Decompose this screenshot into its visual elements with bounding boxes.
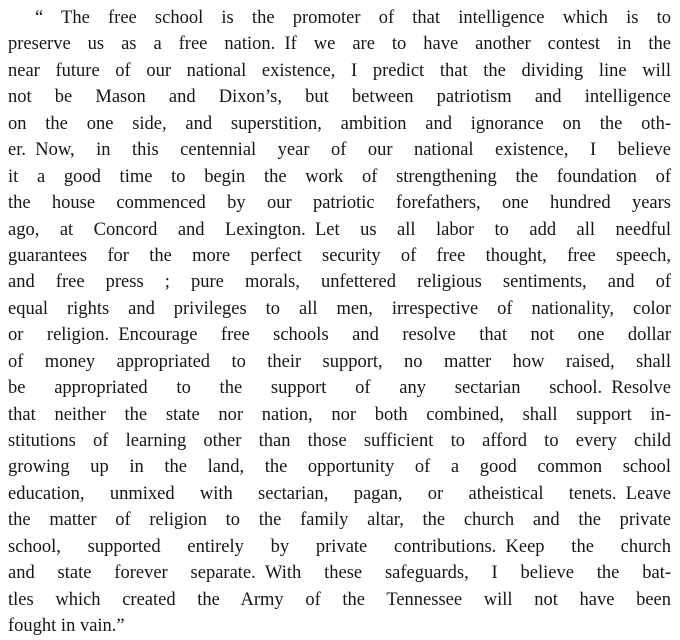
text-line: stitutions of learning other than those sufficient to afford to every child [8, 431, 671, 451]
text-line: growing up in the land, the opportunity of a good common school [8, 457, 671, 478]
text-line: or religion. Encourage free schools and resolve that not one dollar [8, 325, 671, 346]
text-line: and state forever separate. With these safeguards, I believe the bat- [8, 563, 671, 584]
text-line: not be Mason and Dixon’s, but between patriotism and intelligence [8, 87, 671, 108]
text-line: er. Now, in this centennial year of our national existence, I believe [8, 140, 671, 161]
text-line: education, unmixed with sectarian, pagan, or atheistical tenets. Leave [8, 483, 671, 504]
text-line: “ The free school is the promoter of that intelligence which is to [35, 8, 671, 28]
text-line: guarantees for the more perfect security of free thought, free speech, [8, 245, 671, 266]
text-line: the matter of religion to the family altar, the church and the private [8, 510, 671, 531]
text-line: the house commenced by our patriotic forefathers, one hundred years [8, 193, 671, 214]
text-line: and free press ; pure morals, unfettered religious sentiments, and of [8, 272, 671, 293]
text-line: ago, at Concord and Lexington. Let us all labor to add all needful [8, 219, 671, 240]
text-line: preserve us as a free nation. If we are to have another contest in the [8, 34, 671, 55]
text-line: be appropriated to the support of any sectarian school. Resolve [8, 378, 671, 399]
text-line: school, supported entirely by private contributions. Keep the church [8, 536, 671, 557]
text-line: it a good time to begin the work of strengthening the foundation of [8, 166, 671, 187]
text-line: near future of our national existence, I predict that the dividing line will [8, 60, 671, 81]
text-line: of money appropriated to their support, no matter how raised, shall [8, 351, 671, 372]
text-line: tles which created the Army of the Tennessee will not have been [8, 589, 671, 610]
text-line: that neither the state nor nation, nor both combined, shall support in- [8, 404, 671, 425]
text-line: on the one side, and superstition, ambition and ignorance on the oth- [8, 113, 671, 134]
page-text [8, 5, 671, 640]
text-line: fought in vain.” [8, 616, 125, 637]
text-line: equal rights and privileges to all men, irrespective of nationality, color [8, 298, 671, 319]
